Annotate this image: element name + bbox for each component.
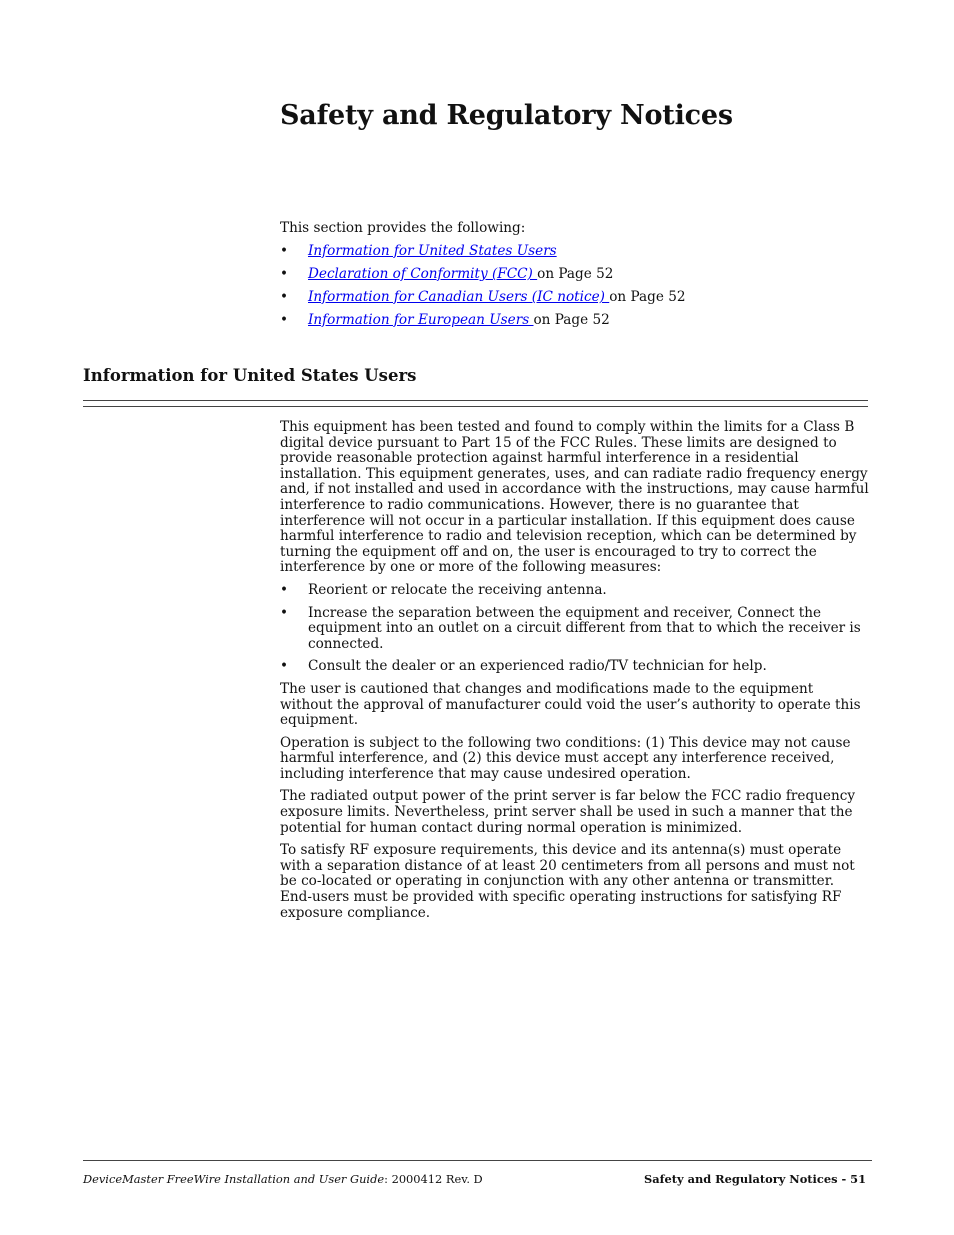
bullet-icon: • [280,266,289,282]
paragraph-fcc-compliance: This equipment has been tested and found to comply within the limits for a Class B digital device pursuant to Part 15 of the FCC Rules. These limits are designed to provide reasonable protection against harmful interference in a residential installation. This equipment generates, uses, and can radiate radio frequency energy and, if not installed and used in accordance with the instructions, may cause harmful interference to radio communications. However, there is no guarantee that interference will not occur in a particular installation. If this equipment does cause harmful interference to radio and television reception, which can be determined by turning the equipment off and on, the user is encouraged to try to correct the interference by one or more of the following measures: [280,419,869,576]
bullet-icon: • [280,289,289,305]
paragraph-rf-exposure: To satisfy RF exposure requirements, this device and its antenna(s) must operate with a separation distance of at least 20 centimeters from all persons and must not be co-located or operating in conjunction with any other antenna or transmitter. End-users must be provided with specific operating instructions for satisfying RF exposure compliance. [280,842,855,921]
bullet-icon: • [280,312,289,328]
intro-section [280,220,868,335]
bullet-icon: • [280,581,289,598]
toc-item-fcc-conformity [280,266,868,282]
page-ref: on Page 52 [537,266,614,282]
section-heading: Information for United States Users [83,366,417,385]
page-ref: on Page 52 [609,289,686,305]
intro-text: This section provides the following: [280,220,526,236]
toc-list [280,243,868,328]
footer-page-label: Safety and Regulatory Notices - 51 [643,1172,866,1186]
measures-list [280,583,870,675]
footer-doc-info [83,1172,483,1186]
section-divider [83,400,868,407]
page-ref: on Page 52 [533,312,610,328]
measure-text: Increase the separation between the equipment and receiver, Connect the equipment into an outlet on a circuit different from that to which the receiver is connected. [308,604,861,652]
measure-item [280,659,870,675]
link-us-users[interactable]: Information for United States Users [308,243,557,259]
measure-item [280,583,870,599]
footer-divider [83,1160,872,1161]
link-european-users[interactable]: Information for European Users [308,312,534,328]
link-fcc-conformity[interactable]: Declaration of Conformity (FCC) [308,266,538,282]
measure-item [280,606,870,653]
paragraph-user-caution: The user is cautioned that changes and modifications made to the equipment without the approval of manufacturer could void the user’s authority to operate this equipment. [280,680,861,729]
paragraph-operation-conditions: Operation is subject to the following two conditions: (1) This device may not cause harmful interference, and (2) this device must accept any interference received, including interference that may cause undesired operation. [280,734,851,782]
bullet-icon: • [280,243,289,259]
bullet-icon: • [280,604,289,621]
page-title: Safety and Regulatory Notices [280,100,733,131]
section-body [280,420,870,928]
footer-doc-name: DeviceMaster FreeWire Installation and User Guide [83,1172,385,1186]
toc-item-us-users [280,243,868,259]
bullet-icon: • [280,658,289,675]
toc-item-european-users [280,312,868,328]
footer-doc-rev: : 2000412 Rev. D [384,1172,483,1186]
measure-text: Consult the dealer or an experienced radio/TV technician for help. [308,658,767,675]
link-canadian-users[interactable]: Information for Canadian Users (IC notice) [308,289,610,305]
paragraph-radiated-power: The radiated output power of the print server is far below the FCC radio frequency exposure limits. Nevertheless, print server shall be used in such a manner that the potential for human contact during normal operation is minimized. [280,788,856,836]
measure-text: Reorient or relocate the receiving antenna. [308,581,607,598]
toc-item-canadian-users [280,289,868,305]
